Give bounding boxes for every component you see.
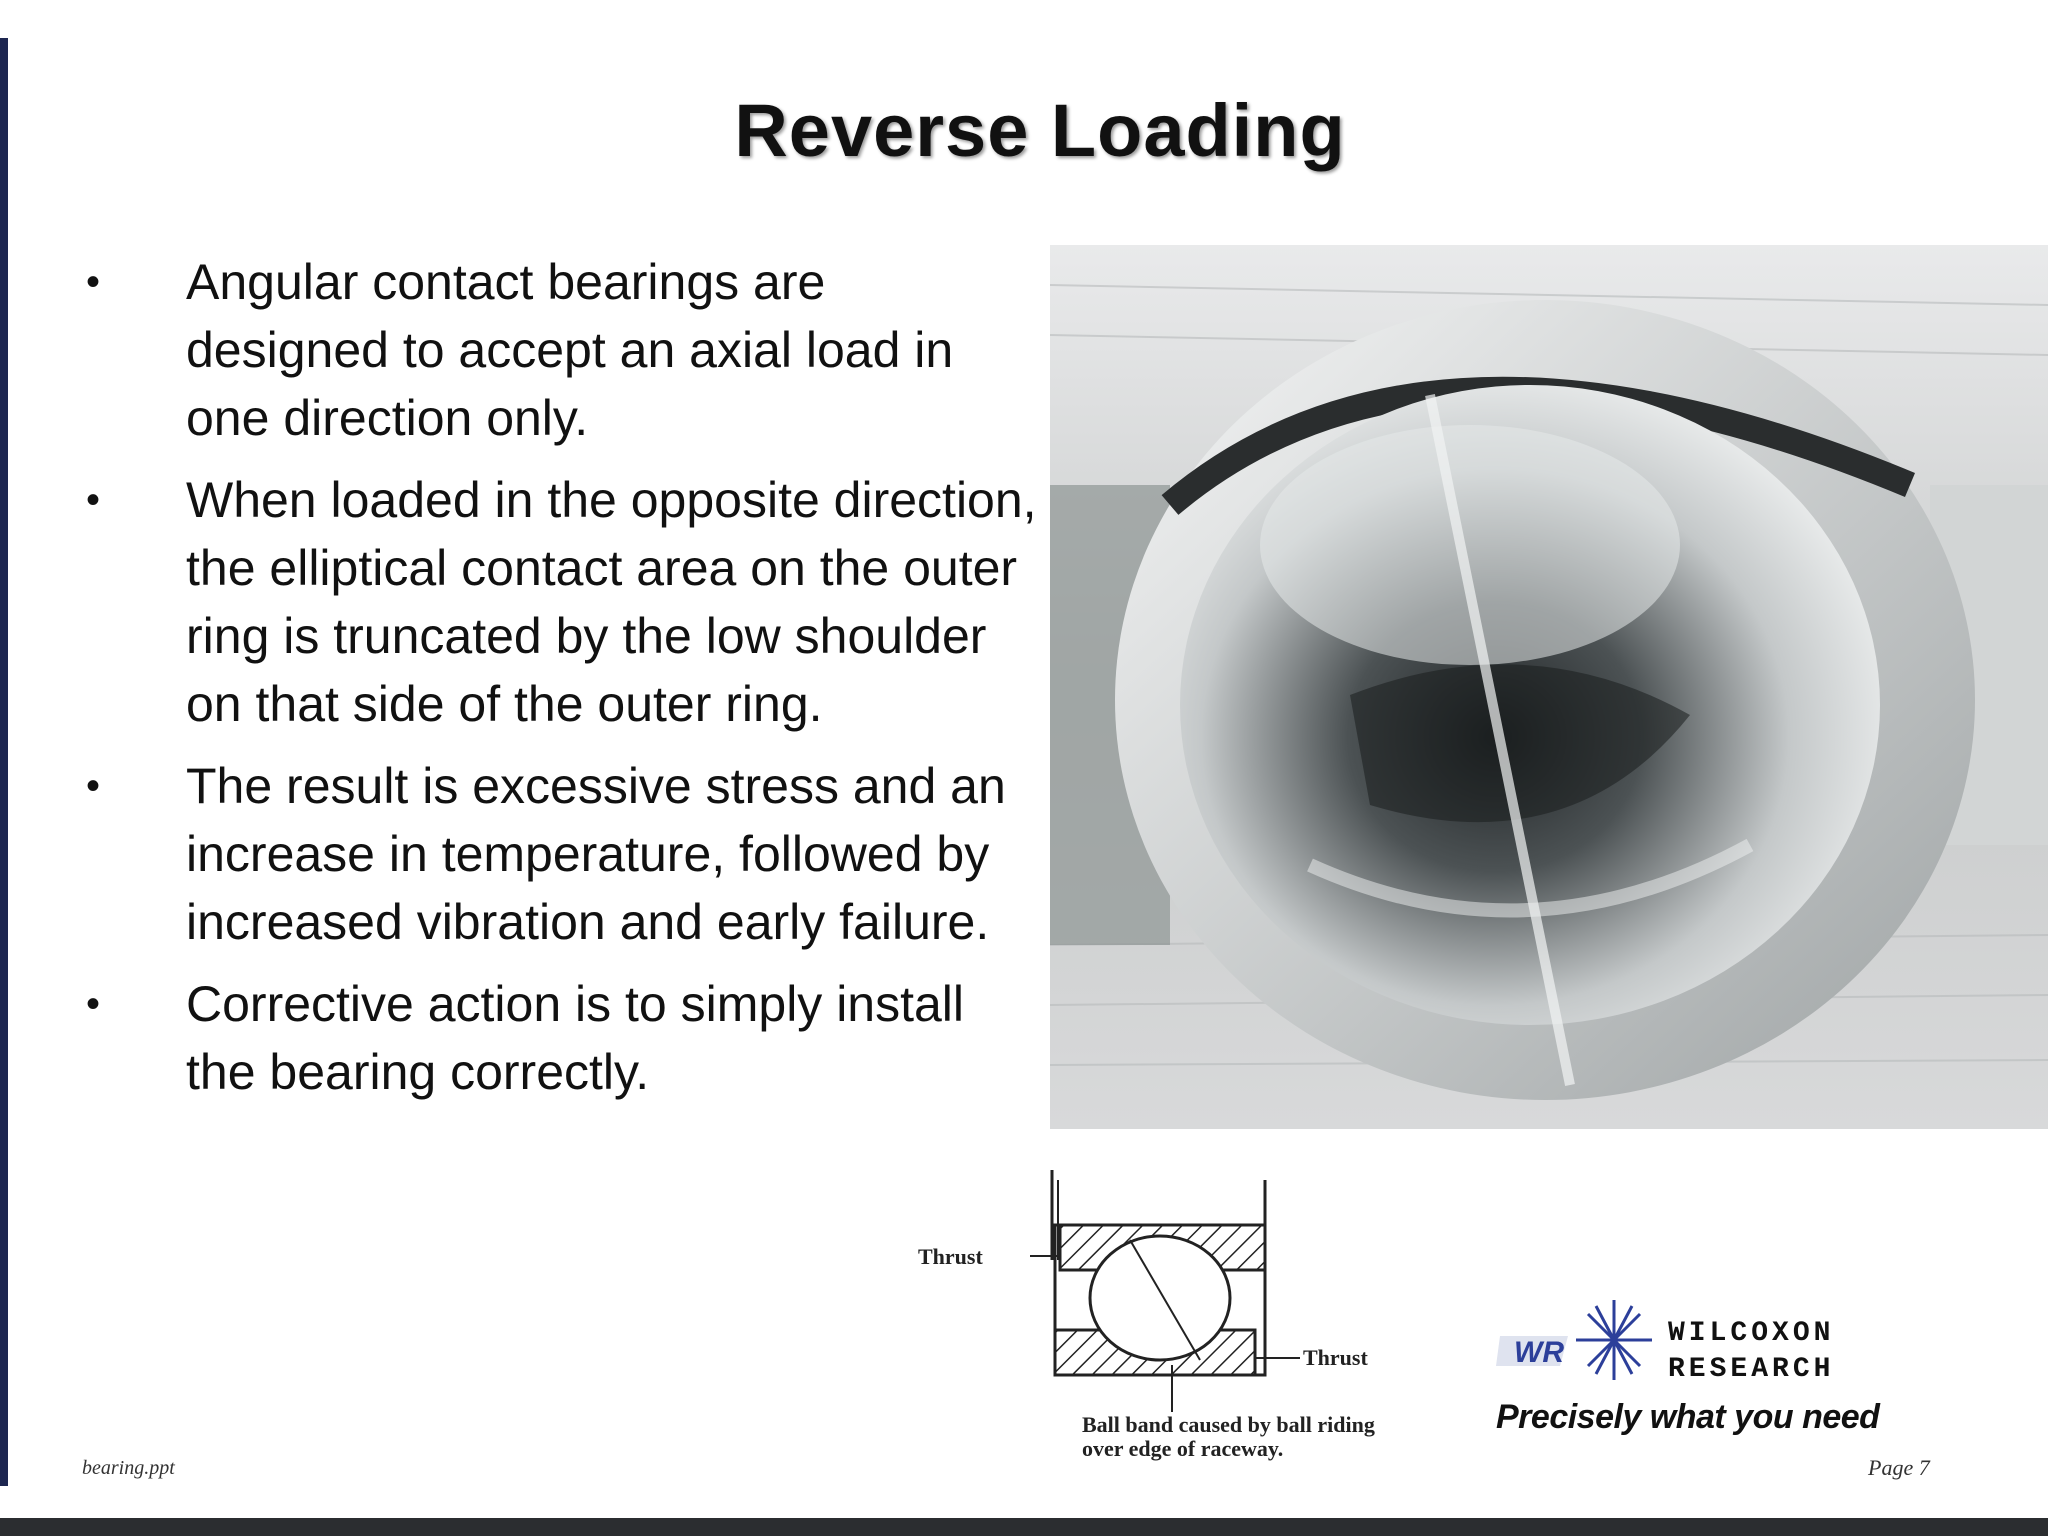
thrust-label-left: Thrust — [918, 1244, 983, 1269]
wilcoxon-research-logo — [1496, 1300, 1956, 1390]
logo-name-line1: WILCOXON — [1668, 1318, 1835, 1349]
bullet-item: • The result is excessive stress and an increase in temperature, followed by increased vibration and early failure. — [80, 752, 1040, 956]
bullet-item: • Corrective action is to simply install the bearing correctly. — [80, 970, 1040, 1106]
footer-filename: bearing.ppt — [82, 1457, 175, 1479]
starburst-icon — [1576, 1300, 1652, 1380]
thrust-label-right: Thrust — [1303, 1345, 1368, 1370]
diagram-caption: Ball band caused by ball riding over edge of raceway. — [1082, 1412, 1375, 1461]
slide-title: Reverse Loading — [734, 89, 1346, 172]
bottom-bar — [0, 1518, 2048, 1536]
footer-page-number: Page 7 — [1868, 1455, 1930, 1480]
bearing-ball-photo — [1050, 245, 2048, 1129]
slide-left-rule — [0, 38, 8, 1486]
logo-tagline: Precisely what you need — [1496, 1398, 1880, 1436]
logo-name-line2: RESEARCH — [1668, 1354, 1835, 1385]
bullet-item: • When loaded in the opposite direction, the elliptical contact area on the outer ring is truncated by the low shoulder on that side of the outer ring. — [80, 466, 1040, 738]
bullet-list — [80, 248, 1040, 1120]
logo-mark: WR — [1514, 1336, 1564, 1369]
bullet-item: • Angular contact bearings are designed to accept an axial load in one direction only. — [80, 248, 1040, 452]
